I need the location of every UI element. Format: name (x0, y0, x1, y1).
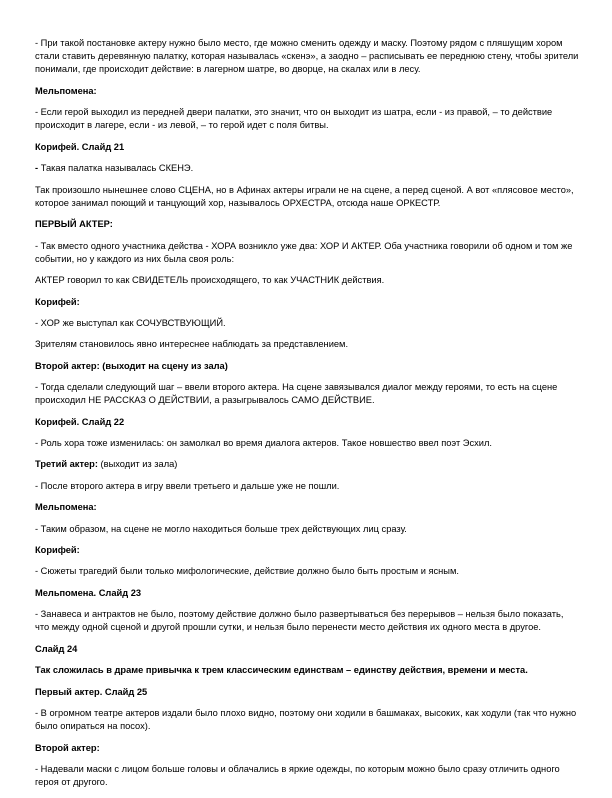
paragraph: - После второго актера в игру ввели третьего и дальше уже не пошли. (35, 480, 340, 491)
speaker-heading: Корифей. Слайд 21 (35, 141, 125, 152)
paragraph: - Сюжеты трагедий были только мифологические, действие должно было быть простым и ясным. (35, 566, 459, 577)
speaker-heading: Корифей: (35, 296, 80, 307)
bold-prefix: - (35, 163, 39, 174)
paragraph: - Роль хора тоже изменилась: он замолкал во время диалога актеров. Такое новшество ввел поэт Эсхил. (35, 438, 492, 449)
paragraph: - Занавеса и антрактов не было, поэтому действие должно было развертываться без перерывов – нельзя было показать, что между одной сценой и другой прошли сутки, и нельзя было перенести место действия их одного места в другое. (35, 609, 564, 633)
bold-statement: Так сложилась в драме привычка к трем классическим единствам – единству действия, времени и места. (35, 665, 528, 676)
paragraph-text: Такая палатка называлась СКЕНЭ. (38, 163, 194, 174)
paragraph: Зрителям становилось явно интереснее наблюдать за представлением. (35, 339, 349, 350)
paragraph: - ХОР же выступал как СОЧУВСТВУЮЩИЙ. (35, 317, 226, 328)
document-page (35, 37, 580, 798)
speaker-heading: Мельпомена: (35, 85, 97, 96)
speaker-heading (35, 458, 580, 471)
paragraph: - Тогда сделали следующий шаг – ввели второго актера. На сцене завязывался диалог между героями, то есть на сцене происходил НЕ РАССКАЗ О ДЕЙСТВИИ, а разыгрывалось САМО ДЕЙСТВИЕ. (35, 382, 558, 406)
bold-prefix: Третий актер: (35, 459, 98, 470)
paragraph-text: (выходит из зала) (97, 459, 178, 470)
paragraph: - В огромном театре актеров издали было плохо видно, поэтому они ходили в башмаках, высоких, как ходули (так что нужно было опираться на посох). (35, 707, 577, 732)
slide-heading: Слайд 24 (35, 643, 78, 654)
paragraph: АКТЕР говорил то как СВИДЕТЕЛЬ происходящего, то как УЧАСТНИК действия. (35, 275, 385, 286)
paragraph: - При такой постановке актеру нужно было место, где можно сменить одежду и маску. Поэтому рядом с пляшущим хором стали ставить деревянную палатку, которая называлась «скенэ», а заодно – расписывать ее переднюю стену, чтобы зрители понимали, где происходит действие: в лагерном шатре, во дворце, на скалах или в лесу. (35, 38, 579, 75)
speaker-heading: Мельпомена. Слайд 23 (35, 587, 142, 598)
paragraph (35, 162, 580, 175)
paragraph: - Если герой выходил из передней двери палатки, это значит, что он выходит из шатра, если - из правой, – то действие происходит в лагере, если - из левой, – то герой идет с поля битвы. (35, 107, 553, 131)
paragraph: - Так вместо одного участника действа - ХОРА возникло уже два: ХОР И АКТЕР. Оба участника говорили об одном и том же событии, но у каждого из них была своя роль: (35, 240, 573, 264)
speaker-heading: Мельпомена: (35, 502, 97, 513)
speaker-heading: Первый актер. Слайд 25 (35, 686, 148, 697)
paragraph: - Надевали маски с лицом больше головы и облачались в яркие одежды, по которым можно было сразу отличить одного героя от другого. (35, 763, 560, 788)
speaker-heading: ПЕРВЫЙ АКТЕР: (35, 219, 113, 230)
speaker-heading: Корифей: (35, 545, 80, 556)
paragraph: Так произошло нынешнее слово СЦЕНА, но в Афинах актеры играли не на сцене, а перед сценой. А вот «плясовое место», которое занимал поющий и танцующий хор, называлось ОРХЕСТРА, отсюда наше ОРКЕСТР. (35, 184, 574, 208)
paragraph: - Таким образом, на сцене не могло находиться больше трех действующих лиц сразу. (35, 523, 407, 534)
speaker-heading: Корифей. Слайд 22 (35, 416, 125, 427)
speaker-heading: Второй актер: (35, 742, 100, 753)
speaker-heading: Второй актер: (выходит на сцену из зала) (35, 360, 228, 371)
